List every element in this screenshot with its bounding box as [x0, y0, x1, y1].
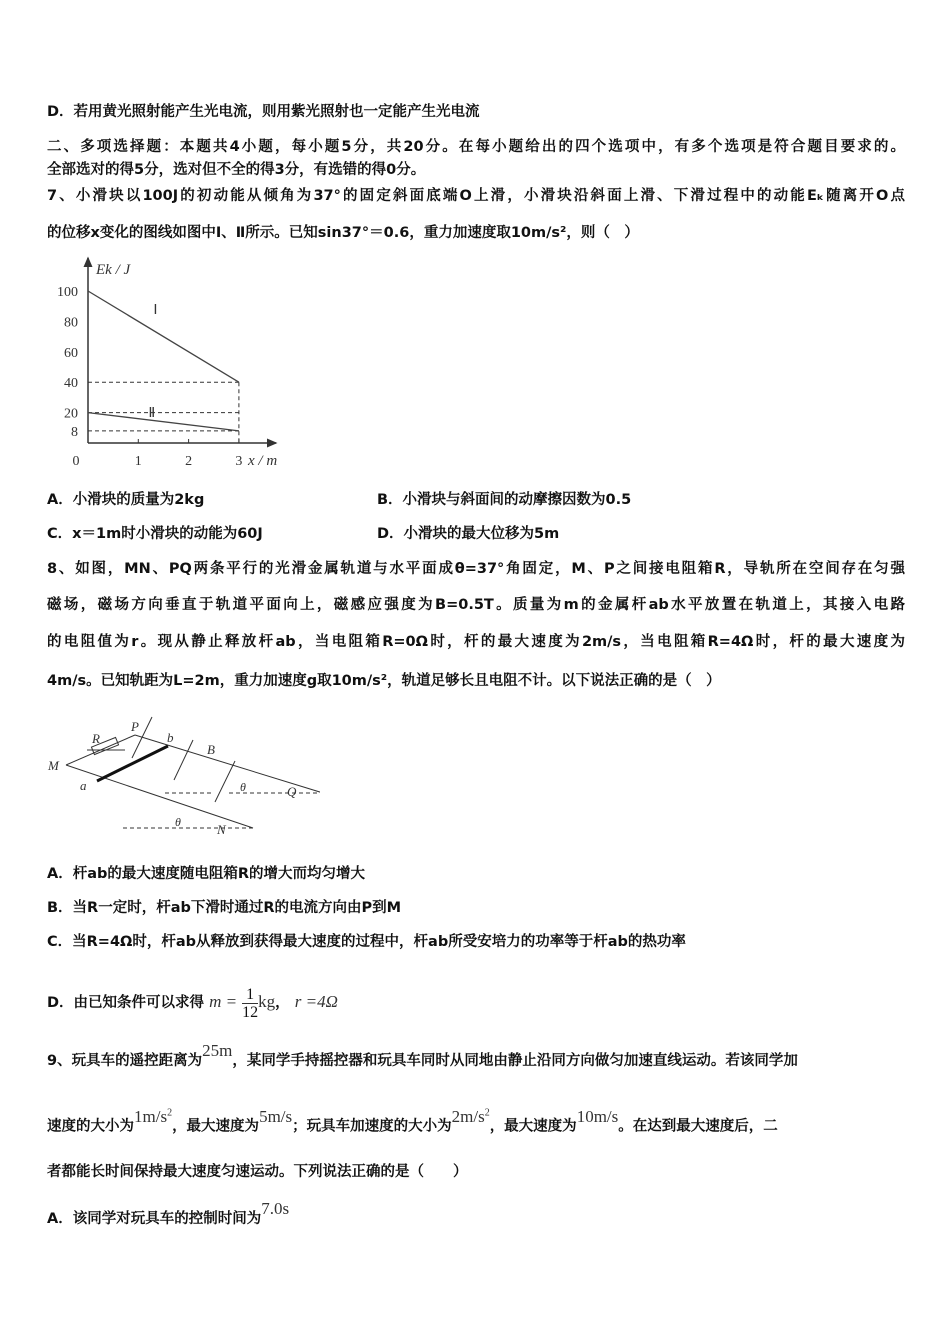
- formula-10ms: 10m/s: [576, 1106, 619, 1126]
- q9-stem-line2: [47, 1106, 778, 1137]
- value: 2m/s: [451, 1106, 485, 1126]
- q7-option-b: B．小滑块与斜面间的动摩擦因数为0.5: [377, 492, 632, 508]
- y-tick-label: 40: [64, 376, 78, 392]
- numerator: 1: [242, 986, 258, 1004]
- q8-rail-diagram: [40, 710, 320, 840]
- q6-option-d: D．若用黄光照射能产生光电流，则用紫光照射也一定能产生光电流: [47, 104, 480, 120]
- q9-stem-line1: [47, 1041, 798, 1071]
- angle-theta-q: θ: [240, 780, 246, 794]
- y-tick-label: 60: [64, 345, 78, 361]
- formula-r: r =4Ω: [294, 992, 338, 1011]
- q7-stem-line1: 7、小滑块以100J的初动能从倾角为37°的固定斜面底端O上滑，小滑块沿斜面上滑、下滑过程中的动能Eₖ随离开O点: [47, 188, 905, 204]
- separator: ，: [275, 995, 290, 1011]
- x-tick-label: 3: [235, 454, 243, 469]
- section2-instructions: 二、多项选择题：本题共4小题，每小题5分，共20分。在每小题给出的四个选项中，有多个选项是符合题目要求的。: [47, 139, 905, 155]
- q9-text: 。在达到最大速度后，二: [618, 1118, 778, 1135]
- formula-1ms2: [134, 1107, 172, 1126]
- q8-option-d-text: D．由已知条件可以求得: [47, 995, 205, 1011]
- q8-option-a: A．杆ab的最大速度随电阻箱R的增大而均匀增大: [47, 866, 366, 882]
- denominator: 12: [242, 1003, 259, 1021]
- q8-option-b: B．当R一定时，杆ab下滑时通过R的电流方向由P到M: [47, 900, 402, 916]
- label-q: Q: [287, 784, 297, 799]
- x-axis-label: x / m: [248, 453, 278, 469]
- formula-m: m =: [209, 992, 238, 1011]
- q8-stem-line1: 8、如图，MN、PQ两条平行的光滑金属轨道与水平面成θ=37°角固定，M、P之间接电阻箱R，导轨所在空间存在匀强: [47, 561, 905, 577]
- y-tick-label: 100: [57, 285, 78, 300]
- q9-text: ，某同学手持摇控器和玩具车同时从同地由静止沿同方向做匀加速直线运动。若该同学加: [232, 1053, 798, 1069]
- label-r: R: [92, 731, 100, 746]
- x-tick-label: 2: [185, 454, 193, 469]
- q8-option-c: C．当R=4Ω时，杆ab从释放到获得最大速度的过程中，杆ab所受安培力的功率等于杆ab的热功率: [47, 934, 686, 950]
- label-field-b: B: [207, 742, 215, 757]
- formula-7s: 7.0s: [261, 1199, 290, 1218]
- series-line-1: [88, 291, 239, 382]
- section2-scoring: 全部选对的得5分，选对但不全的得3分，有选错的得0分。: [47, 162, 426, 178]
- fraction-1-12: [242, 986, 258, 1021]
- q9-text: 9、玩具车的遥控距离为: [47, 1053, 203, 1069]
- series-label: Ⅱ: [148, 406, 156, 422]
- y-tick-label: 8: [71, 424, 78, 440]
- series-line-2: [88, 413, 239, 431]
- series-label: Ⅰ: [153, 302, 158, 318]
- label-p: P: [131, 719, 139, 734]
- q7-option-d: D．小滑块的最大位移为5m: [377, 526, 560, 542]
- formula-25m: 25m: [202, 1041, 233, 1060]
- q9-stem-line3: 者都能长时间保持最大速度匀速运动。下列说法正确的是（ ）: [47, 1164, 468, 1180]
- q8-stem-line2: 磁场，磁场方向垂直于轨道平面向上，磁感应强度为B=0.5T。质量为m的金属杆ab水平放置在轨道上，其接入电路: [47, 597, 905, 613]
- rod-ab: [97, 746, 168, 781]
- y-tick-label: 20: [64, 406, 78, 422]
- y-tick-label: 80: [64, 315, 78, 331]
- exponent: 2: [167, 1107, 173, 1118]
- q8-stem-line3: 的电阻值为r。现从静止释放杆ab，当电阻箱R=0Ω时，杆的最大速度为2m/s，当电阻箱R=4Ω时，杆的最大速度为: [47, 634, 905, 650]
- label-a: a: [80, 778, 87, 793]
- formula-2ms2: [452, 1107, 490, 1126]
- q7-option-a: A．小滑块的质量为2kg: [47, 492, 205, 508]
- label-n: N: [217, 822, 226, 837]
- unit-kg: kg: [258, 992, 276, 1011]
- q7-ek-x-chart: [40, 250, 300, 470]
- label-m: M: [48, 758, 59, 773]
- value: 1m/s: [134, 1106, 168, 1126]
- exponent: 2: [484, 1107, 490, 1118]
- y-axis-label: Ek / J: [96, 262, 131, 278]
- x-tick-label: 0: [72, 454, 80, 469]
- q9-text: ；玩具车加速度的大小为: [292, 1118, 452, 1135]
- q8-stem-line4: 4m/s。已知轨距为L=2m，重力加速度g取10m/s²，轨道足够长且电阻不计。以下说法正确的是（ ）: [47, 673, 721, 689]
- angle-theta-n: θ: [175, 815, 181, 829]
- q8-option-d: [47, 985, 338, 1021]
- q9-option-a-text: A．该同学对玩具车的控制时间为: [47, 1211, 262, 1227]
- q7-option-c: C．x＝1m时小滑块的动能为60J: [47, 526, 263, 542]
- q9-text: ，最大速度为: [489, 1118, 577, 1135]
- x-tick-label: 1: [134, 454, 142, 469]
- label-b: b: [167, 730, 174, 745]
- q9-text: 速度的大小为: [47, 1118, 134, 1135]
- q9-text: ，最大速度为: [172, 1118, 260, 1135]
- formula-5ms: 5m/s: [259, 1106, 293, 1126]
- q7-stem-line2: 的位移x变化的图线如图中Ⅰ、Ⅱ所示。已知sin37°＝0.6，重力加速度取10m/s²，则（ ）: [47, 225, 639, 241]
- q9-option-a: [47, 1199, 290, 1229]
